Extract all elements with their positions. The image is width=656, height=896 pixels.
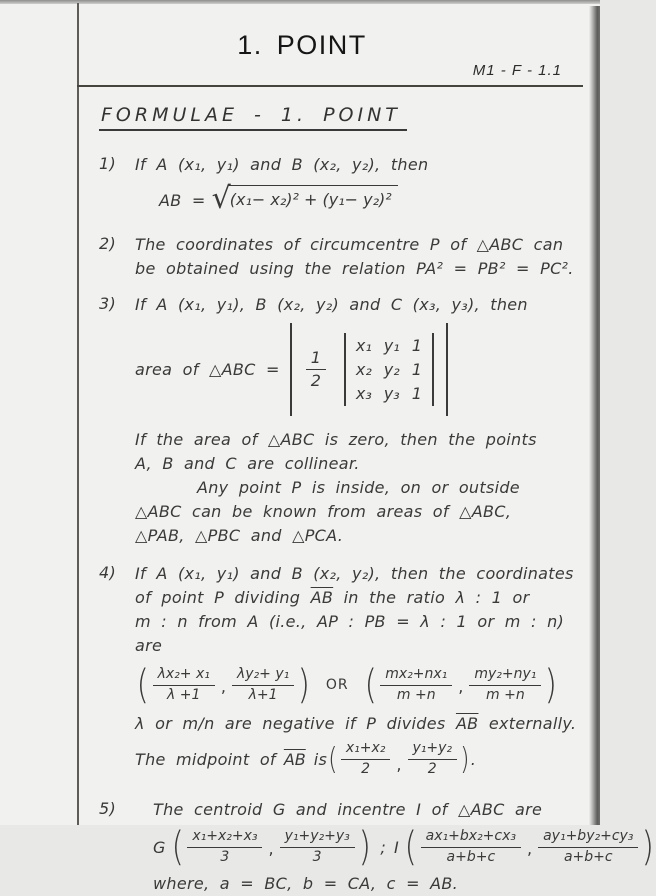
fraction-denominator: 2 <box>427 760 437 777</box>
midpoint-y-fraction <box>408 740 458 778</box>
lambda-x-fraction <box>153 666 215 704</box>
close-paren: ) <box>544 662 558 708</box>
fraction-denominator: m +n <box>396 686 436 703</box>
square-root <box>211 181 398 216</box>
fraction-numerator: y₁+y₂ <box>408 740 458 760</box>
scan-top-edge <box>0 0 600 4</box>
fraction-numerator: 1 <box>306 348 326 370</box>
scan-right-shadow <box>589 6 600 825</box>
section-heading: FORMULAE - 1. POINT <box>99 104 407 131</box>
formula-item-5 <box>99 798 655 896</box>
determinant-bars <box>344 333 434 406</box>
midpoint-text: is <box>313 749 328 769</box>
distance-formula-lhs: AB = <box>159 190 206 210</box>
item-5-line-3: where, a = BC, b = CA, c = AB. <box>153 874 459 893</box>
fraction-numerator: y₁+y₂+y₃ <box>280 828 355 848</box>
open-paren: ( <box>171 824 184 870</box>
comma: , <box>220 677 226 696</box>
fraction-denominator: 2 <box>310 371 321 390</box>
matrix-cell: x₁ <box>355 336 372 355</box>
fraction-numerator: x₁+x₂+x₃ <box>187 828 262 848</box>
centroid-label: G <box>153 837 166 857</box>
incentre-y-fraction <box>538 828 638 866</box>
centroid-x-fraction <box>187 828 262 866</box>
collinear-note-line-2: A, B and C are collinear. <box>135 454 360 473</box>
doc-code: M1 - F - 1.1 <box>472 62 562 79</box>
open-paren: ( <box>136 662 150 708</box>
segment-AB-overline: $\overline{AB}$ <box>283 749 306 769</box>
midpoint-x-fraction <box>341 740 391 778</box>
fraction-numerator: ay₁+by₂+cy₃ <box>538 828 638 848</box>
fraction-numerator: λx₂+ x₁ <box>153 666 215 686</box>
external-division-text: externally. <box>488 714 577 733</box>
formula-item-1 <box>99 153 584 215</box>
close-paren: ) <box>641 824 655 870</box>
formula-item-2 <box>99 233 584 281</box>
item-1-number: 1) <box>99 154 117 173</box>
comma: , <box>396 755 402 774</box>
section-formula-row <box>135 662 584 708</box>
one-half-fraction <box>306 348 326 391</box>
matrix-cell: 1 <box>411 384 422 403</box>
fraction-denominator: a+b+c <box>563 848 613 865</box>
external-division-note <box>135 712 584 736</box>
fraction-denominator: λ +1 <box>167 686 201 703</box>
item-4-line-2-text: in the ratio λ : 1 or <box>343 588 530 607</box>
open-paren: ( <box>328 741 338 777</box>
point-position-note-line-3: △PAB, △PBC and △PCA. <box>135 526 344 545</box>
fraction-denominator: 3 <box>312 848 322 865</box>
matrix-cell: y₃ <box>383 384 400 403</box>
mn-x-fraction <box>380 666 452 704</box>
matrix-cell: 1 <box>411 336 422 355</box>
absolute-value-bars <box>290 323 448 416</box>
item-3-number: 3) <box>99 294 117 313</box>
matrix-cell: y₂ <box>383 360 400 379</box>
item-5-number: 5) <box>99 799 117 818</box>
mn-y-fraction <box>469 666 541 704</box>
or-label: OR <box>325 677 349 693</box>
point-position-note-line-1: Any point P is inside, on or outside <box>197 478 520 497</box>
centroid-incentre-formula <box>135 824 656 870</box>
formula-item-3 <box>99 293 584 548</box>
fraction-numerator: x₁+x₂ <box>341 740 391 760</box>
close-paren: ) <box>460 741 470 777</box>
coordinate-matrix <box>356 336 422 403</box>
item-4-number: 4) <box>99 563 117 582</box>
close-paren: ) <box>297 662 311 708</box>
item-4-line-2 <box>135 586 584 610</box>
item-1-distance-formula <box>135 181 584 216</box>
matrix-cell: 1 <box>411 360 422 379</box>
semicolon: ; <box>380 837 387 857</box>
item-2-number: 2) <box>99 234 117 253</box>
collinear-note-line-1: If the area of △ABC is zero, then the points <box>135 430 537 449</box>
item-4-line-1: If A (x₁, y₁) and B (x₂, y₂), then the coordinates <box>135 564 574 583</box>
fraction-numerator: my₂+ny₁ <box>469 666 541 686</box>
point-position-note-line-2: △ABC can be known from areas of △ABC, <box>135 502 512 521</box>
item-3-line-1: If A (x₁, y₁), B (x₂, y₂) and C (x₃, y₃), then <box>135 295 528 314</box>
matrix-cell: y₁ <box>383 336 400 355</box>
centroid-y-fraction <box>280 828 355 866</box>
incentre-label: I <box>394 837 400 857</box>
period: . <box>470 749 477 769</box>
page-title-text: POINT <box>276 30 367 60</box>
close-paren: ) <box>358 824 371 870</box>
radical-sign: √ <box>211 181 231 216</box>
fraction-denominator: m +n <box>486 686 525 703</box>
incentre-x-fraction <box>421 828 521 866</box>
comma: , <box>458 677 464 696</box>
segment-AB-overline: $\overline{AB}$ <box>455 714 479 733</box>
fraction-denominator: 3 <box>220 848 230 865</box>
midpoint-text: The midpoint of <box>135 749 276 769</box>
fraction-denominator: λ+1 <box>248 686 278 703</box>
comma: , <box>268 839 274 858</box>
area-formula <box>135 323 584 416</box>
area-formula-lhs: area of △ABC = <box>135 360 280 379</box>
midpoint-formula-line <box>135 740 584 778</box>
page-content <box>79 96 655 896</box>
item-4-line-3: m : n from A (i.e., AP : PB = λ : 1 or m : n) are <box>135 612 565 655</box>
lambda-y-fraction <box>232 666 294 704</box>
matrix-cell: x₃ <box>355 384 372 403</box>
header-rule <box>77 85 583 87</box>
fraction-numerator: mx₂+nx₁ <box>380 666 452 686</box>
radicand: (x₁− x₂)² + (y₁− y₂)² <box>228 185 398 215</box>
item-4-line-2-text: of point P dividing <box>135 588 301 607</box>
segment-AB-overline: $\overline{AB}$ <box>310 588 334 607</box>
matrix-cell: x₂ <box>355 360 372 379</box>
fraction-numerator: λy₂+ y₁ <box>232 666 294 686</box>
fraction-numerator: ax₁+bx₂+cx₃ <box>421 828 521 848</box>
item-5-line-1: The centroid G and incentre I of △ABC are <box>153 800 543 819</box>
open-paren: ( <box>364 662 377 708</box>
item-2-line-2: be obtained using the relation PA² = PB² = PC². <box>135 259 574 278</box>
page-title <box>77 30 527 61</box>
page-title-number: 1. <box>237 30 263 60</box>
item-1-line-1: If A (x₁, y₁) and B (x₂, y₂), then <box>135 155 429 174</box>
external-division-text: λ or m/n are negative if P divides <box>135 714 446 733</box>
comma: , <box>527 839 533 858</box>
fraction-denominator: 2 <box>361 760 371 777</box>
item-2-line-1: The coordinates of circumcentre P of △ABC can <box>135 235 564 254</box>
open-paren: ( <box>404 824 418 870</box>
fraction-denominator: a+b+c <box>446 848 496 865</box>
formula-item-4 <box>99 562 584 778</box>
